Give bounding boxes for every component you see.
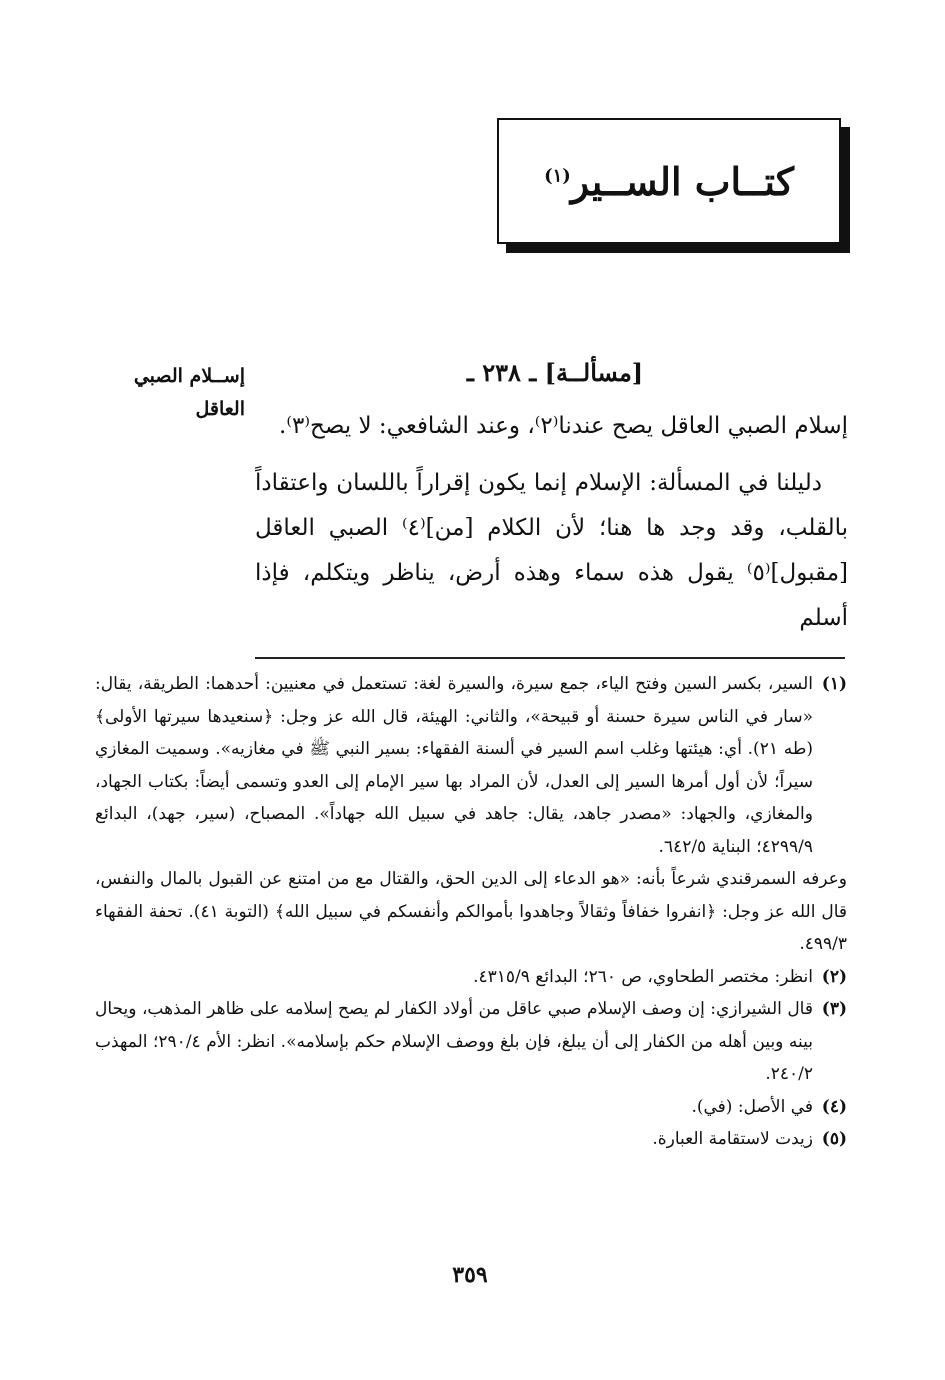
chapter-title-text: كتــاب الســير (570, 158, 794, 204)
main-text (255, 404, 848, 641)
footnotes-section (95, 668, 847, 1156)
footnote-number: (٣) (821, 999, 847, 1019)
chapter-title (544, 159, 794, 204)
footnote-item (95, 1091, 847, 1124)
footnote-text: انظر: مختصر الطحاوي، ص ٢٦٠؛ البدائع ٤٣١٥/٩. (473, 966, 813, 987)
margin-note-line-1: إســلام الصبي (133, 365, 245, 387)
margin-note (95, 360, 245, 426)
issue-heading: [مسألــة] ـ ٢٣٨ ـ (466, 358, 644, 387)
footnote-text: قال الشيرازي: إن وصف الإسلام صبي عاقل من أولاد الكفار لم يصح إسلامه على ظاهر المذهب، ويحال بينه وبين أهله من الكفار إلى أن يبلغ، فإن بلغ ووصف الإسلام حكم بإسلامه». انظر: الأم ٢٩٠/٤؛ المهذب ٢٤٠/٢. (95, 999, 813, 1084)
footnote-text: زيدت لاستقامة العبارة. (652, 1129, 813, 1149)
chapter-title-footnote-marker: (١) (544, 164, 571, 186)
footnote-divider (255, 657, 845, 659)
footnote-item (95, 668, 847, 863)
margin-note-line-2: العاقل (195, 398, 245, 420)
footnote-item (95, 1123, 847, 1156)
footnote-number: (٥) (821, 1129, 847, 1149)
footnote-continuation: وعرفه السمرقندي شرعاً بأنه: «هو الدعاء إلى الدين الحق، والقتال مع من امتنع عن القبول بالمال والنفس، قال الله عز وجل: ﴿انفروا خفافاً وثقالاً وجاهدوا بأموالكم وأنفسكم في سبيل الله﴾ (التوبة ٤١). تحفة الفقهاء ٤٩٩/٣. (95, 869, 848, 954)
footnote-item (95, 993, 847, 1091)
page-number: ٣٥٩ (452, 1262, 488, 1288)
footnote-text: السير، بكسر السين وفتح الياء، جمع سيرة، والسيرة لغة: تستعمل في معنيين: أحدهما: الطريقة، يقال: «سار في الناس سيرة حسنة أو قبيحة»، والثاني: الهيئة، قال الله عز وجل: ﴿سنعيدها سيرتها الأولى﴾ (طه ٢١). أي: هيئتها وغلب اسم السير في ألسنة الفقهاء: بسير النبي ﷺ في مغازيه». وسميت المغازي سيراً؛ لأن أول أمرها السير إلى العدل، لأن المراد بها سير الإمام إلى العدو وتسمى أيضاً: بكتاب الجهاد، والمغازي، والجهاد: «مصدر جاهد، يقال: جاهد في سبيل الله جهاداً». المصباح، (سير، جهد)، البدائع ٤٢٩٩/٩؛ البناية ٦٤٢/٥. (95, 674, 813, 857)
main-paragraph-1: إسلام الصبي العاقل يصح عندنا⁽٢⁾، وعند الشافعي: لا يصح⁽٣⁾. (279, 413, 848, 439)
footnote-number: (٤) (821, 1096, 847, 1117)
footnote-number: (٢) (821, 966, 847, 987)
chapter-title-box (497, 118, 841, 244)
main-paragraph-2: دليلنا في المسألة: الإسلام إنما يكون إقراراً باللسان واعتقاداً بالقلب، وقد وجد ها هنا؛ لأن الكلام [من]⁽٤⁾ الصبي العاقل [مقبول]⁽٥⁾ يقول هذه سماء وهذه أرض، يناظر ويتكلم، فإذا أسلم (255, 470, 848, 631)
footnote-text: في الأصل: (في). (691, 1096, 813, 1117)
footnote-number: (١) (821, 674, 847, 694)
footnote-item (95, 961, 847, 994)
